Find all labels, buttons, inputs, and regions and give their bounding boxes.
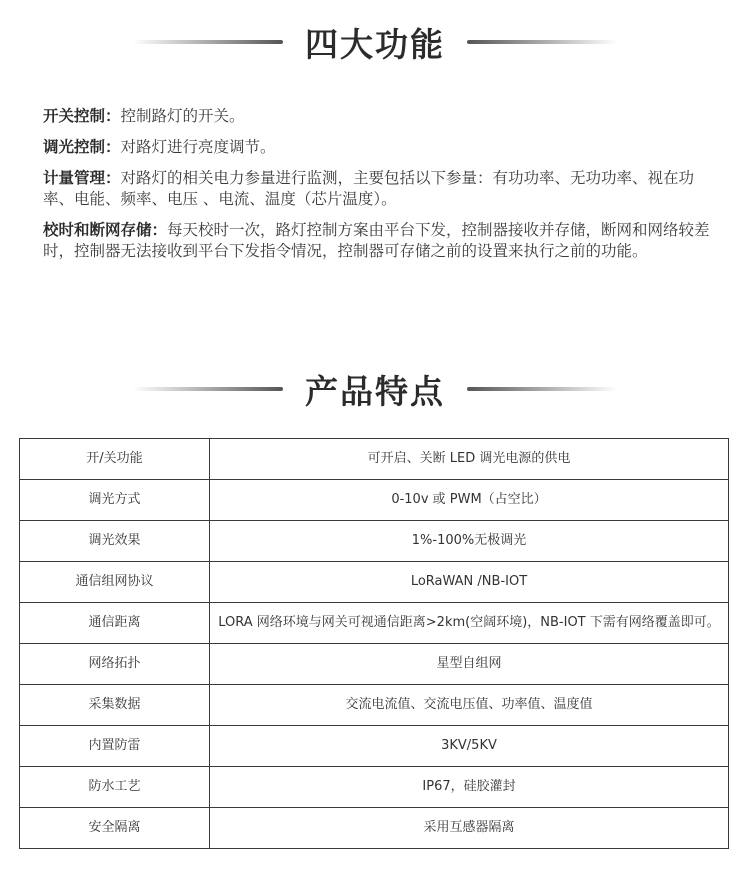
spec-label: 采集数据	[20, 685, 210, 726]
spec-label: 调光效果	[20, 521, 210, 562]
feature-text: 对路灯进行亮度调节。	[120, 138, 276, 156]
feature-item	[43, 168, 713, 210]
table-row	[20, 808, 729, 849]
table-row	[20, 562, 729, 603]
feature-item	[43, 137, 713, 158]
spec-value: 1%-100%无极调光	[210, 521, 729, 562]
header-decor-line-right	[467, 387, 617, 391]
feature-list	[43, 106, 713, 272]
spec-label: 网络拓扑	[20, 644, 210, 685]
feature-item	[43, 220, 713, 262]
table-row	[20, 439, 729, 480]
spec-label: 安全隔离	[20, 808, 210, 849]
spec-value: IP67，硅胶灌封	[210, 767, 729, 808]
spec-label: 通信距离	[20, 603, 210, 644]
spec-table	[19, 438, 729, 849]
spec-value: 3KV/5KV	[210, 726, 729, 767]
spec-value: LoRaWAN /NB-IOT	[210, 562, 729, 603]
header-decor-line-left	[133, 387, 283, 391]
table-row	[20, 603, 729, 644]
spec-value: 星型自组网	[210, 644, 729, 685]
header-decor-line-right	[467, 40, 617, 44]
spec-value: 可开启、关断 LED 调光电源的供电	[210, 439, 729, 480]
spec-value: 0-10v 或 PWM（占空比）	[210, 480, 729, 521]
table-row	[20, 521, 729, 562]
section-title-functions: 四大功能	[305, 24, 445, 64]
spec-label: 防水工艺	[20, 767, 210, 808]
table-row	[20, 644, 729, 685]
feature-text: 对路灯的相关电力参量进行监测，主要包括以下参量：有功功率、无功功率、视在功率、电能、频率、电压 、电流、温度（芯片温度）。	[43, 169, 695, 208]
spec-label: 调光方式	[20, 480, 210, 521]
header-decor-line-left	[133, 40, 283, 44]
section-header-features	[0, 361, 750, 417]
spec-label: 开/关功能	[20, 439, 210, 480]
section-title-features: 产品特点	[305, 371, 445, 411]
spec-label: 内置防雷	[20, 726, 210, 767]
feature-label: 校时和断网存储：	[43, 221, 168, 239]
spec-label: 通信组网协议	[20, 562, 210, 603]
feature-label: 计量管理：	[43, 169, 121, 187]
feature-label: 调光控制：	[43, 138, 121, 156]
feature-text: 控制路灯的开关。	[120, 107, 245, 125]
table-row	[20, 767, 729, 808]
table-row	[20, 685, 729, 726]
feature-item	[43, 106, 713, 127]
spec-value: 采用互感器隔离	[210, 808, 729, 849]
spec-value: 交流电流值、交流电压值、功率值、温度值	[210, 685, 729, 726]
section-header-functions	[0, 14, 750, 70]
table-row	[20, 726, 729, 767]
table-row	[20, 480, 729, 521]
feature-text: 每天校时一次，路灯控制方案由平台下发，控制器接收并存储，断网和网络较差时，控制器无法接收到平台下发指令情况，控制器可存储之前的设置来执行之前的功能。	[43, 221, 710, 260]
spec-value: LORA 网络环境与网关可视通信距离>2km(空阔环境)，NB-IOT 下需有网络覆盖即可。	[210, 603, 729, 644]
feature-label: 开关控制：	[43, 107, 121, 125]
